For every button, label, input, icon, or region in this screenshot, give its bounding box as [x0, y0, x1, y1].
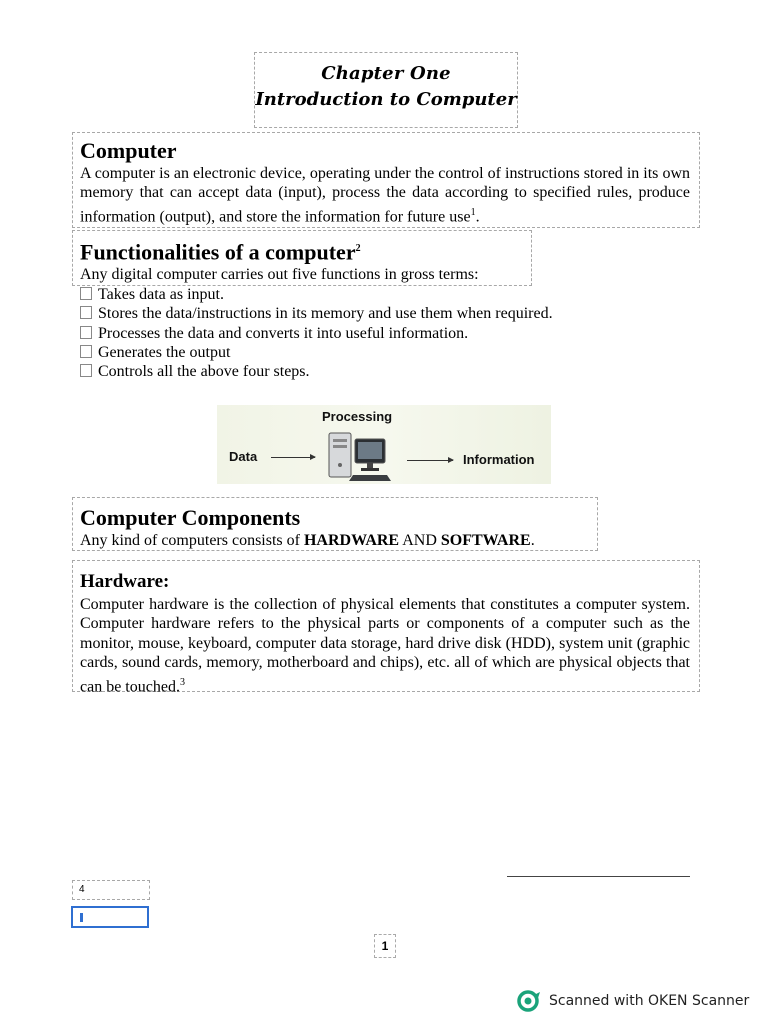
functionalities-list — [80, 285, 690, 382]
chapter-header — [254, 52, 518, 128]
footnote-ref-2: 2 — [355, 243, 361, 254]
computer-definition: A computer is an electronic device, operating under the control of instructions stored in its own memory that can accept data (input), process the data according to specified rules, produce information (output), and store the information for future use$^1$. — [80, 165, 690, 226]
scanner-logo-icon — [517, 990, 541, 1012]
processing-label: Processing — [322, 409, 393, 424]
functionalities-intro: Any digital computer carries out five functions in gross terms: — [80, 266, 479, 284]
hardware-definition: Computer hardware is the collection of physical elements that constitutes a computer system. Computer hardware refers to the physical parts or components of a computer such as the monitor, mouse, keyboard, computer data storage, hard drive disk (HDD), system unit (graphic cards, sound cards, memory, motherboard and chips), etc. all of which are physical objects that can be touched.$^3$ — [80, 596, 690, 695]
scanner-text: Scanned with OKEN Scanner — [549, 993, 750, 1009]
bullet-box-icon — [80, 306, 92, 319]
footnote-text-field[interactable] — [71, 906, 149, 928]
bullet-box-icon — [80, 364, 92, 377]
arrow-right-icon — [407, 460, 453, 461]
list-item: Processes the data and converts it into useful information. — [80, 324, 690, 343]
footnote-ref-1: 1 — [470, 206, 476, 218]
bullet-box-icon — [80, 345, 92, 358]
footnote-number: 4 — [72, 880, 150, 900]
footnote-ref-3: 3 — [179, 676, 185, 688]
arrow-right-icon — [271, 457, 315, 458]
software-term: SOFTWARE — [440, 532, 531, 549]
page-number: 1 — [374, 934, 396, 958]
functionalities-heading: Functionalities of a computer$^2$ — [80, 239, 361, 265]
list-item: Generates the output — [80, 343, 690, 362]
chapter-title: Chapter One — [321, 63, 451, 84]
bullet-box-icon — [80, 287, 92, 300]
functionalities-section — [80, 236, 690, 382]
processing-diagram — [217, 405, 551, 484]
footnote-separator — [507, 876, 690, 877]
list-item: Stores the data/instructions in its memory and use them when required. — [80, 304, 690, 323]
bullet-box-icon — [80, 326, 92, 339]
text-cursor-icon — [80, 913, 83, 922]
data-label: Data — [229, 449, 258, 464]
hardware-section — [80, 569, 690, 696]
hardware-heading: Hardware: — [80, 571, 170, 592]
hardware-term: HARDWARE — [303, 532, 400, 549]
computer-heading: Computer — [80, 138, 177, 163]
list-item: Controls all the above four steps. — [80, 362, 690, 381]
components-section — [80, 505, 596, 550]
computer-icon — [325, 431, 395, 483]
chapter-subtitle: Introduction to Computer — [255, 89, 517, 110]
components-intro: Any kind of computers consists of HARDWARE AND SOFTWARE. — [80, 532, 535, 549]
components-heading: Computer Components — [80, 505, 301, 530]
scanner-watermark — [517, 990, 749, 1012]
list-item: Takes data as input. — [80, 285, 690, 304]
computer-section — [80, 138, 690, 227]
information-label: Information — [463, 452, 535, 467]
